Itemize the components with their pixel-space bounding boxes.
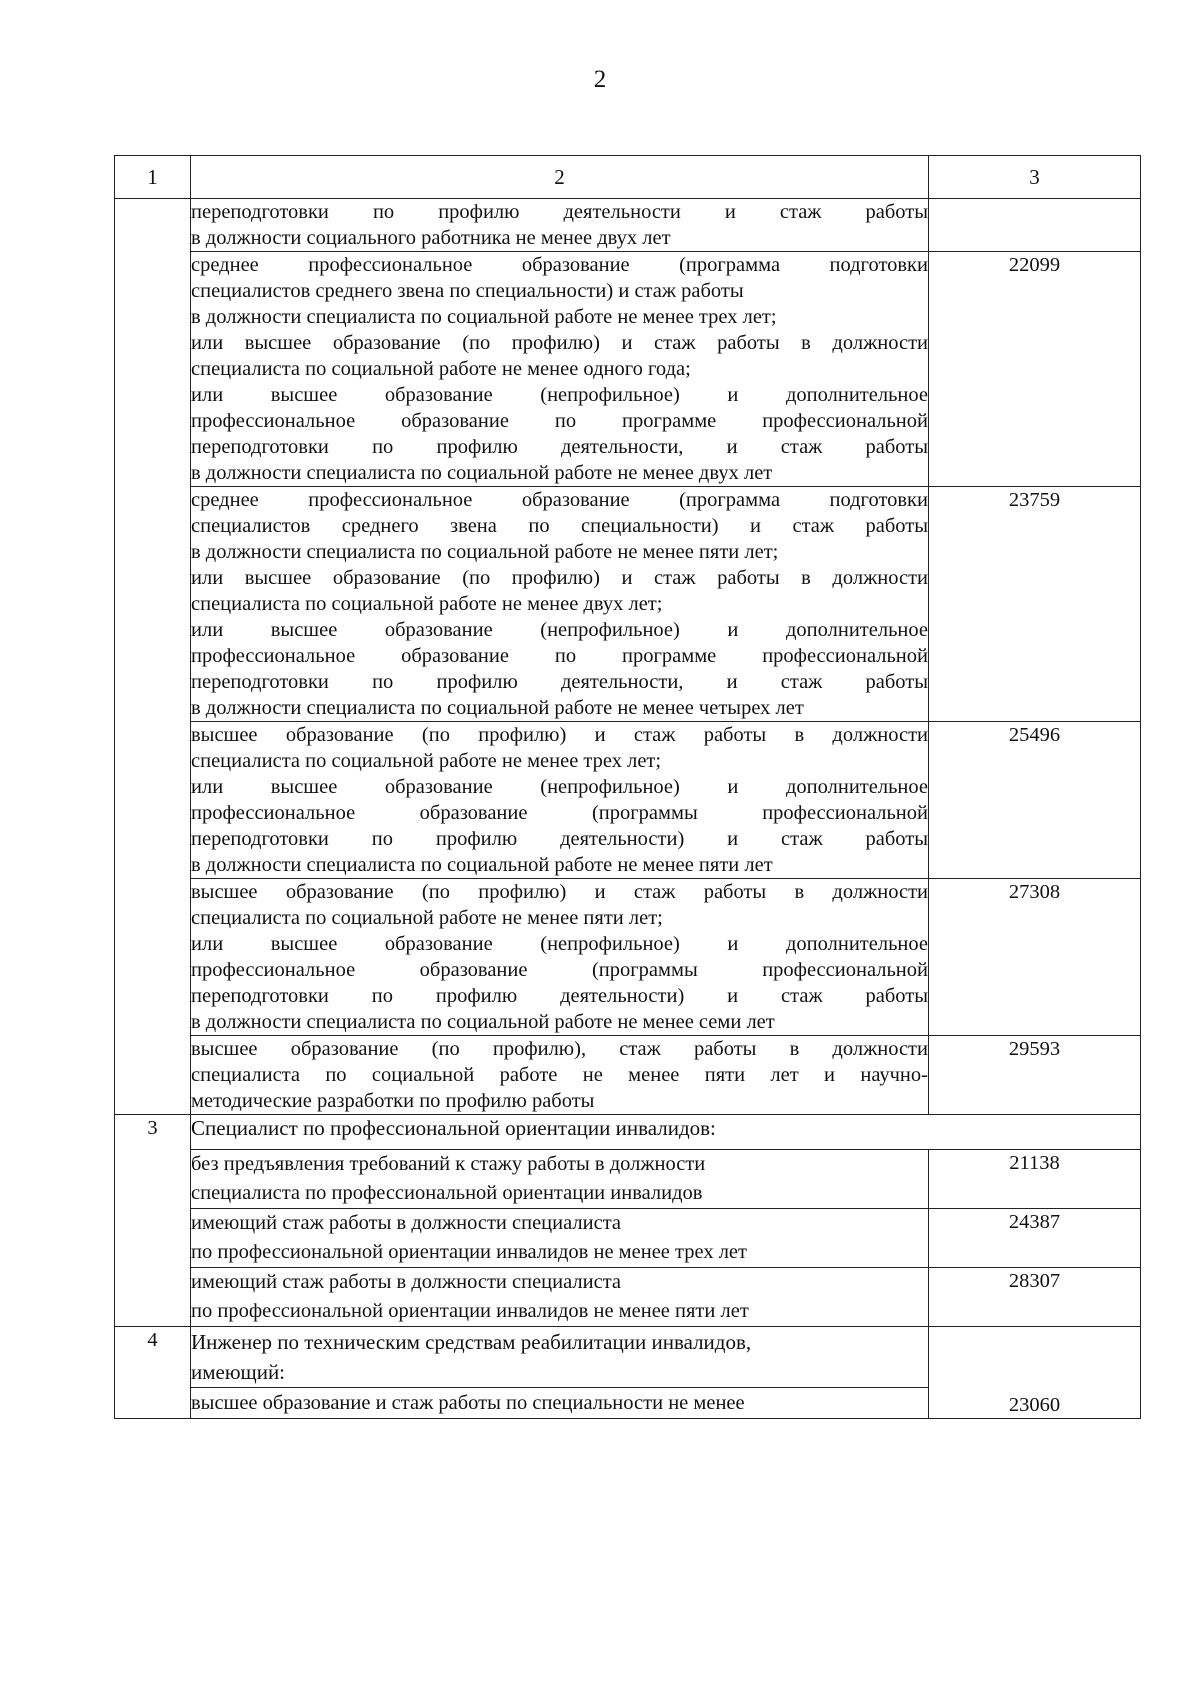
text-line: специалиста по социальной работе не менее двух лет; xyxy=(191,593,663,615)
salary-cell xyxy=(929,199,1141,252)
text-line: в должности специалиста по социальной работе не менее трех лет; xyxy=(191,306,777,328)
text-line: специалиста по социальной работе не менее пяти лет и научно- xyxy=(191,1064,928,1086)
requirement-cell xyxy=(191,879,929,1036)
header-row xyxy=(115,156,1141,199)
requirement-cell xyxy=(191,487,929,722)
salary-cell xyxy=(929,1327,1141,1388)
table-row xyxy=(115,879,1141,1036)
section-header-row xyxy=(115,1115,1141,1150)
salary-value: 28307 xyxy=(1008,1270,1061,1292)
text-line: в должности специалиста по социальной работе не менее пяти лет xyxy=(191,854,773,876)
table-row xyxy=(115,1388,1141,1419)
text-line: профессиональное образование (программы профессиональной xyxy=(191,959,928,981)
salary-cell xyxy=(929,1209,1141,1268)
table-row xyxy=(115,722,1141,879)
row-number-cell xyxy=(115,879,191,1036)
table-row xyxy=(115,1268,1141,1327)
text-line: переподготовки по профилю деятельности, и стаж работы xyxy=(191,436,928,458)
text-line: высшее образование (по профилю), стаж работы в должности xyxy=(191,1038,928,1060)
requirement-cell xyxy=(191,1268,929,1327)
text-line: или высшее образование (непрофильное) и дополнительное xyxy=(191,384,928,406)
text-line: профессиональное образование по программе профессиональной xyxy=(191,410,928,432)
text-line: специалиста по профессиональной ориентации инвалидов xyxy=(191,1182,703,1204)
salary-value: 27308 xyxy=(1008,881,1061,903)
text-line: переподготовки по профилю деятельности и стаж работы xyxy=(191,201,928,223)
text-line: по профессиональной ориентации инвалидов не менее пяти лет xyxy=(191,1300,749,1322)
salary-cell xyxy=(929,1150,1141,1209)
text-line: в должности специалиста по социальной работе не менее четырех лет xyxy=(191,697,804,719)
salary-value: 23060 xyxy=(1008,1394,1061,1416)
salary-value: 21138 xyxy=(1009,1152,1060,1174)
text-line: высшее образование (по профилю) и стаж работы в должности xyxy=(191,881,928,903)
row-number-cell xyxy=(115,199,191,252)
category-title: Специалист по профессиональной ориентации инвалидов: xyxy=(191,1116,716,1140)
text-line: в должности социального работника не менее двух лет xyxy=(191,227,671,249)
text-line: в должности специалиста по социальной работе не менее пяти лет; xyxy=(191,541,779,563)
requirement-cell xyxy=(191,1209,929,1268)
row-number: 4 xyxy=(147,1329,158,1351)
text-line: переподготовки по профилю деятельности) и стаж работы xyxy=(191,985,928,1007)
table-row xyxy=(115,252,1141,487)
text-line: имеющий стаж работы в должности специалиста xyxy=(191,1212,622,1234)
text-line: специалистов среднего звена по специальности) и стаж работы xyxy=(191,515,928,537)
requirement-cell xyxy=(191,722,929,879)
text-line: в должности специалиста по социальной работе не менее двух лет xyxy=(191,462,773,484)
page-number: 2 xyxy=(593,66,607,93)
text-line: или высшее образование (по профилю) и стаж работы в должности xyxy=(191,332,928,354)
table-row xyxy=(115,1209,1141,1268)
text-line: профессиональное образование по программе профессиональной xyxy=(191,645,928,667)
text-line: специалистов среднего звена по специальности) и стаж работы xyxy=(191,280,744,302)
requirement-cell xyxy=(191,1388,929,1419)
text-line: профессиональное образование (программы профессиональной xyxy=(191,802,928,824)
text-line: специалиста по социальной работе не менее трех лет; xyxy=(191,750,662,772)
salary-value: 25496 xyxy=(1008,724,1061,746)
text-line: переподготовки по профилю деятельности, и стаж работы xyxy=(191,671,928,693)
salary-cell xyxy=(929,1036,1141,1115)
row-number-cell xyxy=(115,487,191,722)
header-col-3: 3 xyxy=(929,156,1141,199)
salary-value: 23759 xyxy=(1008,489,1061,511)
requirement-cell xyxy=(191,252,929,487)
requirement-cell xyxy=(191,199,929,252)
salary-cell xyxy=(929,722,1141,879)
category-title-cell xyxy=(191,1115,1141,1150)
category-title-line: Инженер по техническим средствам реабилитации инвалидов, xyxy=(191,1330,752,1354)
salary-value: 24387 xyxy=(1008,1211,1061,1233)
text-line: без предъявления требований к стажу работы в должности xyxy=(191,1153,706,1175)
table-row xyxy=(115,487,1141,722)
salary-cell xyxy=(929,879,1141,1036)
requirement-cell xyxy=(191,1150,929,1209)
text-line: или высшее образование (по профилю) и стаж работы в должности xyxy=(191,567,928,589)
header-col-1: 1 xyxy=(115,156,191,199)
salary-value: 29593 xyxy=(1008,1038,1061,1060)
text-line: или высшее образование (непрофильное) и дополнительное xyxy=(191,776,928,798)
text-line: переподготовки по профилю деятельности) и стаж работы xyxy=(191,828,928,850)
requirement-cell xyxy=(191,1036,929,1115)
salary-cell xyxy=(929,1268,1141,1327)
text-line: или высшее образование (непрофильное) и дополнительное xyxy=(191,933,928,955)
text-line: в должности специалиста по социальной работе не менее семи лет xyxy=(191,1011,775,1033)
section-header-row xyxy=(115,1327,1141,1388)
text-line: методические разработки по профилю работы xyxy=(191,1090,595,1112)
table-row xyxy=(115,1036,1141,1115)
header-col-2: 2 xyxy=(191,156,929,199)
salary-value: 22099 xyxy=(1008,254,1061,276)
text-line: специалиста по социальной работе не менее пяти лет; xyxy=(191,907,663,929)
text-line: по профессиональной ориентации инвалидов не менее трех лет xyxy=(191,1241,747,1263)
text-line: среднее профессиональное образование (программа подготовки xyxy=(191,254,928,276)
text-line: или высшее образование (непрофильное) и дополнительное xyxy=(191,619,928,641)
table-row xyxy=(115,1150,1141,1209)
text-line: специалиста по социальной работе не менее одного года; xyxy=(191,358,691,380)
text-line: высшее образование (по профилю) и стаж работы в должности xyxy=(191,724,928,746)
category-title-cell xyxy=(191,1327,929,1388)
salary-cell xyxy=(929,487,1141,722)
text-line: среднее профессиональное образование (программа подготовки xyxy=(191,489,928,511)
salary-cell xyxy=(929,252,1141,487)
category-title-line: имеющий: xyxy=(191,1360,286,1384)
row-number-cell xyxy=(115,722,191,879)
table-row xyxy=(115,199,1141,252)
row-number-cell xyxy=(115,1036,191,1115)
row-number-cell xyxy=(115,1327,191,1419)
row-number-cell xyxy=(115,1115,191,1327)
text-line: высшее образование и стаж работы по специальности не менее xyxy=(191,1392,745,1414)
salary-cell xyxy=(929,1388,1141,1419)
row-number: 3 xyxy=(147,1117,158,1139)
salary-table xyxy=(114,155,1141,1419)
text-line: имеющий стаж работы в должности специалиста xyxy=(191,1271,622,1293)
row-number-cell xyxy=(115,252,191,487)
